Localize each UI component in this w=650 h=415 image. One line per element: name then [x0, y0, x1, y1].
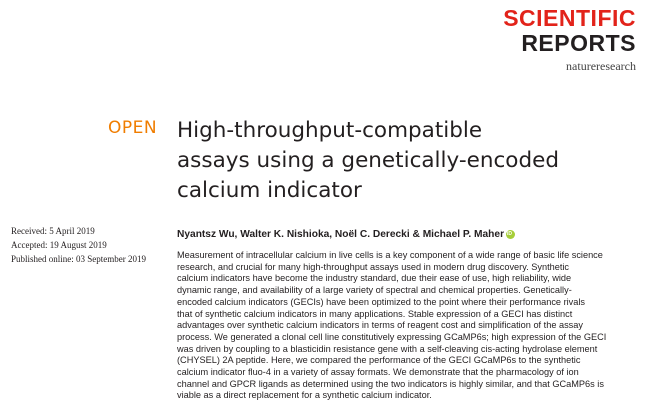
- title-line: High-throughput-compatible: [177, 118, 483, 143]
- abstract-line: Measurement of intracellular calcium in live cells is a key component of a wide range of basic life science: [177, 250, 603, 260]
- abstract-line: calcium indicator fluo-4 in a variety of assay formats. We demonstrate that the pharmacology of ion: [177, 367, 579, 378]
- open-access-label: OPEN: [108, 118, 158, 138]
- journal-logo: [503, 6, 636, 73]
- title-line: calcium indicator: [177, 178, 362, 203]
- journal-name-reports: REPORTS: [521, 30, 636, 56]
- abstract-line: research, and crucial for many high-throughput assays used in modern drug discovery. Synthetic: [177, 261, 570, 272]
- article-title: [177, 116, 637, 206]
- journal-name-scientific: SCIENTIFIC: [503, 5, 636, 31]
- abstract-line: was driven by coupling to a blasticidin resistance gene with a self-cleaving cis-acting hydrolase element: [177, 343, 598, 354]
- publisher-name: natureresearch: [566, 59, 636, 73]
- orcid-icon[interactable]: [506, 230, 515, 239]
- abstract-line: channel and GPCR ligands as determined using the two indicators is highly similar, and that GCaMP6s is: [177, 378, 604, 389]
- abstract-line: encoded calcium indicators (GECIs) have been optimized to the point where their performance rivals: [177, 296, 586, 307]
- article-dates: [11, 224, 146, 267]
- abstract-line: viable as a direct replacement for a synthetic calcium indicator.: [177, 390, 432, 401]
- abstract-line: process. We generated a clonal cell line constitutively expressing GCaMP6s; high expression of the GECI: [177, 331, 607, 342]
- title-line: assays using a genetically-encoded: [177, 148, 559, 173]
- abstract-line: that of synthetic calcium indicators in many applications. Stable expression of a GECI has distinct: [177, 308, 573, 319]
- abstract-line: calcium indicators have become the industry standard, due their ease of use, high reliability, wide: [177, 273, 572, 284]
- abstract-line: dynamic range, and availability of a large variety of spectral and chemical properties. Genetically-: [177, 285, 572, 296]
- published-date: Published online: 03 September 2019: [11, 254, 146, 265]
- abstract-line: (CHYSEL) 2A peptide. Here, we compared the performance of the GECI GCaMP6s to the synthetic: [177, 355, 581, 366]
- author-list: [177, 229, 515, 240]
- accepted-date: Accepted: 19 August 2019: [11, 240, 107, 251]
- abstract: [177, 250, 645, 402]
- abstract-line: advantages over synthetic calcium indicators in terms of reagent cost and simplification of the assay: [177, 320, 583, 331]
- received-date: Received: 5 April 2019: [11, 226, 95, 236]
- authors-text: Nyantsz Wu, Walter K. Nishioka, Noël C. Derecki & Michael P. Maher: [177, 229, 505, 240]
